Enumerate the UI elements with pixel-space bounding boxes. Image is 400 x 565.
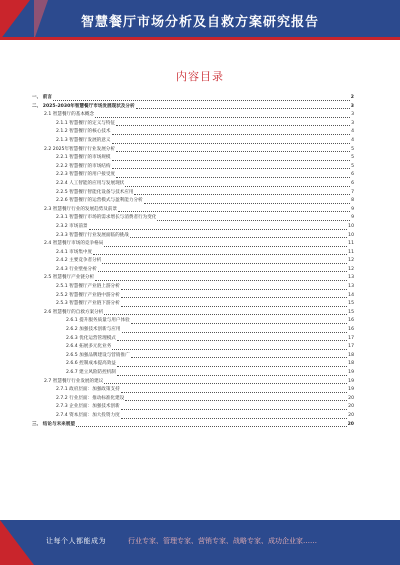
toc-leader-dots [116, 177, 350, 178]
toc-entry-page: 13 [348, 275, 354, 281]
toc-leader-dots [53, 100, 350, 101]
toc-leader-dots [117, 366, 347, 367]
toc-entry-label: 2.2.2 智慧餐厅的市场结构 [56, 163, 111, 169]
toc-entry-label: 2.2.4 人工智能的应用与发展现状 [56, 180, 125, 186]
toc-entry[interactable] [32, 232, 354, 241]
toc-entry[interactable] [32, 146, 354, 155]
toc-entry-label: 2.4.3 行业壁垒分析 [56, 266, 97, 272]
toc-entry[interactable] [32, 335, 354, 344]
report-title: 智慧餐厅市场分析及自救方案研究报告 [80, 15, 319, 30]
toc-leader-dots [112, 168, 351, 169]
toc-leader-dots [116, 151, 350, 152]
toc-entry-label: 2.5.2 智慧餐厅产业链中游分析 [56, 292, 120, 298]
toc-entry-label: 2.1.2 智慧餐厅的核心技术 [56, 129, 111, 135]
toc-entry-label: 2.6.7 建立风险防控机制 [66, 370, 116, 375]
toc-entry-page: 13 [348, 284, 354, 290]
toc-entry-label: 2.3.1 智慧餐厅市场的需求增长与消费者行为变化 [56, 215, 157, 221]
toc-entry-label: 2.1 智慧餐厅的基本概念 [44, 112, 95, 118]
toc-entry-label: 2.6.3 优化运营管理模式 [66, 335, 116, 341]
toc-leader-dots [131, 323, 347, 324]
toc-leader-dots [118, 211, 350, 212]
toc-entry-page: 17 [348, 335, 354, 341]
toc-entry-page: 12 [348, 258, 354, 264]
toc-leader-dots [104, 246, 347, 247]
toc-entry-label: 2.5.1 智慧餐厅产业链上游分析 [56, 284, 120, 290]
toc-entry-label: 2.7.3 企业层面：加强技术创新 [56, 404, 120, 410]
toc-leader-dots [144, 203, 350, 204]
toc-entry-page: 19 [348, 370, 354, 375]
toc-entry[interactable] [32, 274, 354, 283]
toc-entry-label: 2.7.1 政府层面：加强政策支持 [56, 387, 120, 393]
toc-entry-page: 15 [348, 301, 354, 307]
toc-leader-dots [117, 340, 347, 341]
toc-entry[interactable] [32, 395, 354, 404]
toc-entry-label: 2.6.4 拓展多元化业务 [66, 344, 112, 350]
toc-entry[interactable] [32, 292, 354, 301]
toc-entry-label: 2.3.3 智慧餐厅行业发展面临的挑战 [56, 232, 129, 238]
toc-entry[interactable] [32, 249, 354, 258]
toc-entry-page: 19 [348, 387, 354, 393]
toc-entry-page: 18 [348, 352, 354, 358]
toc-entry[interactable] [32, 317, 354, 326]
toc-leader-dots [95, 280, 347, 281]
toc-entry[interactable] [32, 403, 354, 412]
toc-entry[interactable] [32, 283, 354, 292]
toc-leader-dots [95, 117, 350, 118]
toc-leader-dots [121, 306, 347, 307]
toc-entry[interactable] [32, 421, 354, 430]
toc-leader-dots [116, 125, 350, 126]
toc-entry-page: 7 [351, 189, 354, 195]
toc-leader-dots [125, 186, 350, 187]
toc-entry[interactable] [32, 197, 354, 206]
toc-entry-page: 6 [351, 180, 354, 186]
toc-entry-label: 2.7.4 资本层面：加大投资力度 [56, 412, 120, 418]
toc-entry[interactable] [32, 171, 354, 180]
table-of-contents [32, 94, 354, 429]
toc-entry-label: 2.6.6 控制成本提高效益 [66, 361, 116, 367]
toc-entry[interactable] [32, 378, 354, 387]
footer-slogan: 让每个人都能成为 [46, 537, 106, 545]
toc-entry-page: 10 [348, 223, 354, 229]
toc-leader-dots [112, 143, 351, 144]
toc-entry-label: 2.2.5 智慧餐厅智能化设备与技术应用 [56, 189, 134, 195]
toc-leader-dots [121, 409, 347, 410]
toc-leader-dots [93, 254, 347, 255]
page-header [0, 0, 400, 40]
toc-leader-dots [121, 418, 347, 419]
toc-entry-page: 20 [347, 421, 354, 427]
toc-entry-page: 4 [351, 137, 354, 143]
toc-entry[interactable] [32, 111, 354, 120]
toc-entry-page: 5 [351, 146, 354, 152]
toc-entry-page: 3 [350, 103, 354, 109]
footer-red-accent [0, 520, 34, 565]
toc-entry[interactable] [32, 223, 354, 232]
toc-leader-dots [98, 271, 347, 272]
toc-entry-label: 2.2 2025年智慧餐厅行业发展分析 [44, 146, 115, 152]
toc-entry[interactable] [32, 180, 354, 189]
toc-entry[interactable] [32, 103, 354, 112]
toc-leader-dots [125, 400, 347, 401]
toc-entry-page: 16 [348, 318, 354, 324]
toc-entry-label: 2.3 智慧餐厅行业的发展趋势及前景 [44, 206, 118, 212]
toc-entry-label: 二、 2025-2030年智慧餐厅市场发展现状及分析 [32, 103, 135, 109]
toc-entry[interactable] [32, 189, 354, 198]
toc-leader-dots [112, 160, 351, 161]
toc-leader-dots [122, 332, 348, 333]
toc-entry[interactable] [32, 128, 354, 137]
header-bottom-stripe [0, 37, 400, 40]
toc-entry-page: 11 [348, 241, 354, 247]
toc-entry-label: 2.6.1 提升服务质量与用户体验 [66, 318, 130, 324]
toc-entry[interactable] [32, 412, 354, 421]
toc-entry-label: 2.6.2 加强技术创新与应用 [66, 327, 121, 333]
toc-entry-label: 2.4.1 市场集中度 [56, 249, 93, 255]
toc-entry[interactable] [32, 120, 354, 129]
toc-entry-page: 19 [348, 378, 354, 384]
toc-entry[interactable] [32, 94, 354, 103]
toc-entry[interactable] [32, 240, 354, 249]
toc-leader-dots [104, 383, 347, 384]
footer-roles: 行业专家、管理专家、营销专家、战略专家、成功企业家…… [128, 537, 317, 545]
toc-leader-dots [117, 375, 347, 376]
toc-leader-dots [157, 220, 350, 221]
toc-entry-page: 3 [351, 112, 354, 118]
toc-entry-page: 12 [348, 266, 354, 272]
toc-leader-dots [102, 263, 347, 264]
toc-entry[interactable] [32, 300, 354, 309]
toc-leader-dots [76, 426, 347, 427]
toc-entry-label: 2.4.2 主要竞争者分析 [56, 258, 102, 264]
toc-entry-page: 11 [348, 249, 354, 255]
toc-entry[interactable] [32, 163, 354, 172]
toc-entry-page: 9 [351, 206, 354, 212]
toc-entry-page: 9 [351, 215, 354, 221]
toc-leader-dots [121, 289, 347, 290]
toc-entry-page: 4 [351, 129, 354, 135]
toc-entry-page: 18 [348, 361, 354, 367]
toc-entry-page: 3 [351, 120, 354, 126]
toc-entry-label: 2.6.5 加强品牌建设与营销推广 [66, 352, 130, 358]
toc-entry[interactable] [32, 309, 354, 318]
toc-leader-dots [112, 349, 347, 350]
page-footer [0, 520, 400, 565]
toc-leader-dots [89, 229, 348, 230]
toc-leader-dots [130, 237, 347, 238]
toc-entry-label: 2.3.2 市场前景 [56, 223, 88, 229]
toc-entry-page: 20 [348, 395, 354, 401]
toc-entry-page: 6 [351, 172, 354, 178]
toc-entry-page: 2 [350, 95, 354, 100]
toc-entry-label: 2.6 智慧餐厅的自救方案分析 [44, 309, 104, 315]
toc-entry-label: 2.7 智慧餐厅行业发展的建议 [44, 378, 104, 384]
toc-leader-dots [136, 108, 350, 109]
toc-entry-page: 20 [348, 404, 354, 410]
toc-entry-label: 2.7.2 行业层面：推动标准化建设 [56, 395, 125, 401]
toc-leader-dots [131, 357, 347, 358]
toc-leader-dots [134, 194, 350, 195]
toc-entry-page: 14 [348, 292, 354, 298]
toc-entry-page: 10 [348, 232, 354, 238]
toc-entry[interactable] [32, 360, 354, 369]
toc-entry-page: 5 [351, 155, 354, 161]
toc-entry-label: 2.4 智慧餐厅市场的竞争格局 [44, 241, 104, 247]
toc-leader-dots [121, 392, 347, 393]
toc-entry-label: 2.5.3 智慧餐厅产业链下游分析 [56, 301, 120, 307]
toc-entry[interactable] [32, 154, 354, 163]
toc-entry-label: 三、 结论与未来展望 [32, 421, 75, 427]
toc-entry[interactable] [32, 326, 354, 335]
toc-entry-page: 5 [351, 163, 354, 169]
toc-entry[interactable] [32, 369, 354, 378]
toc-entry-label: 2.2.6 智慧餐厅的运营模式与盈利能力分析 [56, 198, 143, 204]
toc-leader-dots [112, 134, 351, 135]
toc-entry-page: 17 [348, 344, 354, 350]
toc-entry-page: 20 [348, 412, 354, 418]
toc-entry-label: 2.5 智慧餐厅产业链分析 [44, 275, 95, 281]
toc-entry-label: 2.2.1 智慧餐厅的市场规模 [56, 155, 111, 161]
toc-entry-label: 2.1.1 智慧餐厅的定义与特征 [56, 120, 116, 126]
toc-leader-dots [104, 314, 347, 315]
toc-entry[interactable] [32, 214, 354, 223]
toc-entry[interactable] [32, 352, 354, 361]
toc-entry-page: 15 [348, 309, 354, 315]
toc-entry[interactable] [32, 386, 354, 395]
toc-entry-label: 一、 前言 [32, 95, 52, 100]
toc-entry[interactable] [32, 257, 354, 266]
toc-entry-page: 8 [351, 198, 354, 204]
toc-entry[interactable] [32, 266, 354, 275]
toc-entry[interactable] [32, 206, 354, 215]
toc-heading: 内容目录 [176, 70, 224, 83]
toc-entry-label: 2.1.3 智慧餐厅发展的意义 [56, 137, 111, 143]
toc-entry[interactable] [32, 137, 354, 146]
toc-entry[interactable] [32, 343, 354, 352]
toc-entry-page: 16 [348, 327, 354, 333]
toc-leader-dots [121, 297, 347, 298]
toc-entry-label: 2.2.3 智慧餐厅的用户接受度 [56, 172, 116, 178]
